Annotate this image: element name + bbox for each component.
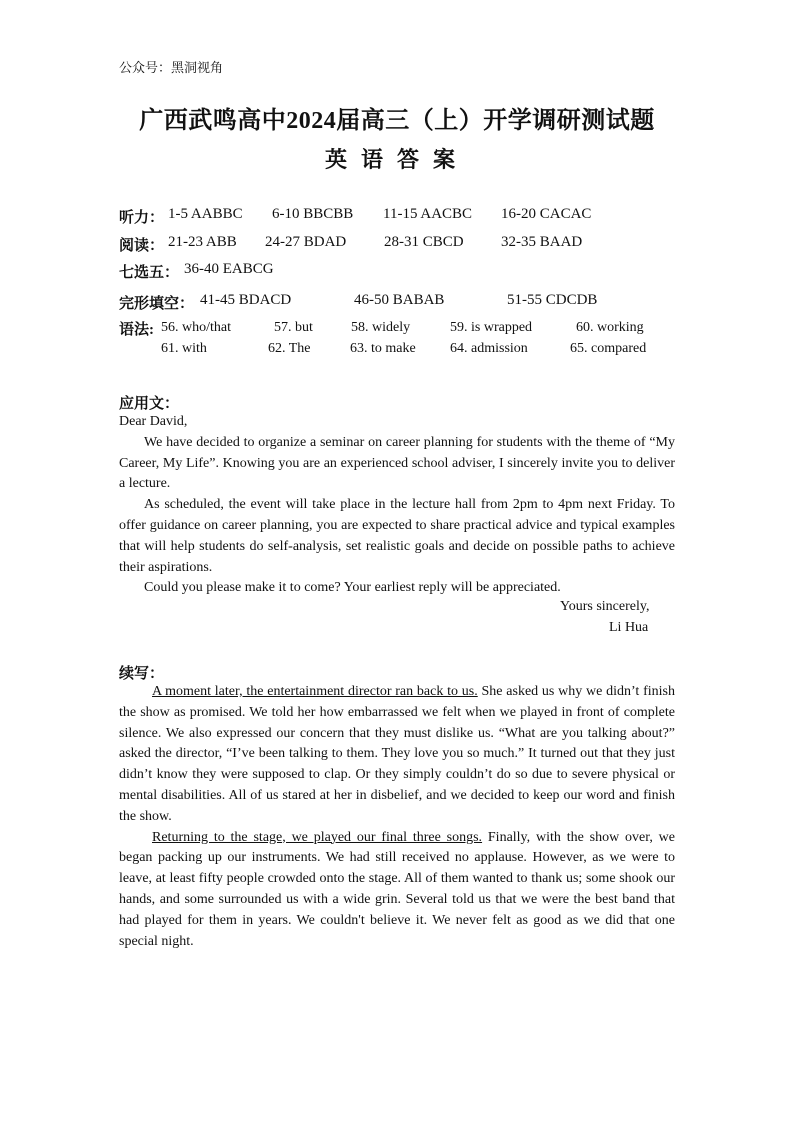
listening-item: 16-20 CACAC bbox=[501, 206, 592, 222]
cloze-item: 51-55 CDCDB bbox=[507, 292, 598, 308]
letter-paragraph: Could you please make it to come? Your earliest reply will be appreciated. bbox=[144, 580, 561, 596]
letter-closing: Yours sincerely, bbox=[560, 599, 650, 614]
seven-choose-five-answers bbox=[119, 261, 719, 281]
grammar-label: 语法: bbox=[119, 322, 154, 338]
grammar-item: 59. is wrapped bbox=[450, 320, 533, 335]
cloze-label: 完形填空： bbox=[119, 296, 195, 312]
reading-label: 阅读： bbox=[119, 238, 165, 254]
grammar-label-row bbox=[119, 318, 159, 338]
continuation-p2-opening: Returning to the stage, we played our final three songs. bbox=[152, 829, 483, 845]
grammar-item: 62. The bbox=[268, 341, 311, 356]
writing-section-title: 应用文： bbox=[119, 396, 180, 412]
page-subtitle: 英语答案 bbox=[324, 147, 469, 172]
grammar-item: 56. who/that bbox=[161, 320, 231, 335]
reading-item: 21-23 ABB bbox=[168, 234, 237, 250]
cloze-item: 46-50 BABAB bbox=[354, 292, 445, 308]
grammar-item: 57. but bbox=[274, 320, 313, 335]
listening-item: 1-5 AABBC bbox=[168, 206, 243, 222]
listening-item: 11-15 AACBC bbox=[383, 206, 473, 222]
listening-item: 6-10 BBCBB bbox=[272, 206, 354, 222]
cloze-answers bbox=[119, 292, 719, 312]
continuation-paragraph-1 bbox=[119, 682, 675, 828]
continuation-section-title: 续写： bbox=[119, 666, 165, 682]
seven-item: 36-40 EABCG bbox=[184, 261, 274, 277]
grammar-item: 64. admission bbox=[450, 341, 528, 356]
letter-paragraph: As scheduled, the event will take place in the lecture hall from 2pm to 4pm next Friday. To offer guidance on career planning, you are expected to share practical advice and typical examples that will help students do self-analysis, set realistic goals and decide on possible paths to achieve their aspirations. bbox=[119, 497, 675, 575]
reading-answers bbox=[119, 234, 719, 254]
letter-signature: Li Hua bbox=[609, 620, 649, 635]
seven-label: 七选五： bbox=[119, 265, 180, 281]
listening-label: 听力： bbox=[119, 210, 165, 226]
letter-greeting: Dear David, bbox=[119, 414, 188, 429]
listening-answers bbox=[119, 206, 719, 226]
cloze-item: 41-45 BDACD bbox=[200, 292, 292, 308]
writing-letter bbox=[119, 412, 675, 599]
grammar-item: 65. compared bbox=[570, 341, 647, 356]
header-note: 公众号：黑洞视角 bbox=[119, 61, 224, 76]
letter-paragraph: We have decided to organize a seminar on career planning for students with the theme of “My Career, My Life”. Knowing you are an experienced school adviser, I sincerely invite you to deliver a lecture. bbox=[119, 434, 675, 492]
page-title: 广西武鸣高中2024届高三（上）开学调研测试题 bbox=[139, 108, 655, 134]
reading-item: 32-35 BAAD bbox=[501, 234, 583, 250]
continuation-p2-body: Finally, with the show over, we began packing up our instruments. We had still received no applause. However, as we were to leave, at least fifty people crowded onto the stage. All of them wanted to thank us; some shook our hands, and some surrounded us with a wide grin. Several told us that we were the best band that had played for them in years. We couldn't believe it. We never felt as good as we did that one special night. bbox=[119, 829, 675, 949]
continuation-p1-body: She asked us why we didn’t finish the show as promised. We told her how embarrassed we felt when we played in front of complete silence. We also expressed our concern that they must dislike us. “What are you talking about?” asked the director, “I’ve been talking to them. They love you so much.” It turned out that they just didn’t know they were supposed to clap. Or they simply couldn’t do so due to severe physical or mental disabilities. All of us stared at her in disbelief, and we decided to keep our word and finish the show. bbox=[119, 684, 675, 824]
grammar-item: 63. to make bbox=[350, 341, 416, 356]
grammar-item: 61. with bbox=[161, 341, 207, 356]
reading-item: 28-31 CBCD bbox=[384, 234, 464, 250]
grammar-item: 60. working bbox=[576, 320, 644, 335]
continuation-p1-opening: A moment later, the entertainment director ran back to us. bbox=[152, 684, 478, 699]
continuation-paragraph-2 bbox=[119, 828, 675, 953]
continuation-text bbox=[119, 682, 675, 952]
grammar-item: 58. widely bbox=[351, 320, 411, 335]
reading-item: 24-27 BDAD bbox=[265, 234, 347, 250]
